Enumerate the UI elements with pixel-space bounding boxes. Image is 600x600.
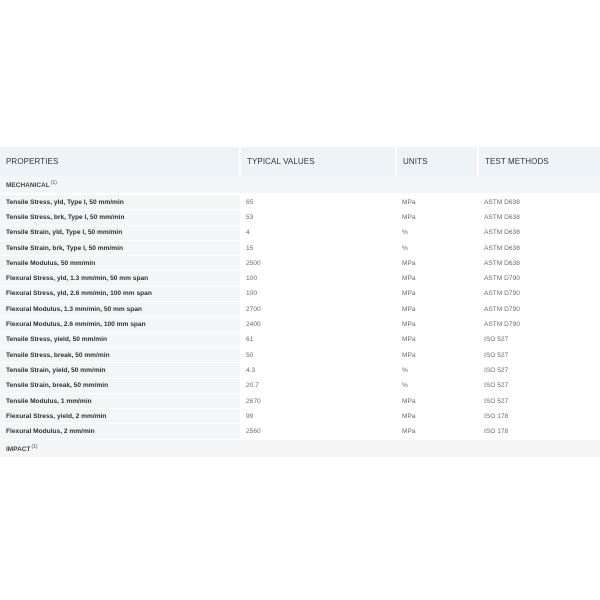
table-row (0, 317, 600, 332)
property-cell: Tensile Strain, yield, 50 mm/min (0, 363, 240, 378)
typical-value-cell: 61 (240, 332, 396, 347)
test-method-cell: ASTM D638 (478, 195, 600, 210)
header-row (0, 147, 600, 176)
table-row (0, 286, 600, 301)
test-method-cell: ASTM D638 (478, 256, 600, 271)
header-typical-values: TYPICAL VALUES (240, 147, 396, 176)
property-cell: Tensile Stress, yld, Type I, 50 mm/min (0, 195, 240, 210)
test-method-cell: ISO 527 (478, 347, 600, 362)
table-header (0, 147, 600, 176)
table-body (0, 176, 600, 457)
table-row (0, 347, 600, 362)
typical-value-cell: 15 (240, 240, 396, 255)
property-cell: Tensile Strain, break, 50 mm/min (0, 378, 240, 393)
typical-value-cell: 2400 (240, 317, 396, 332)
unit-cell: MPa (396, 332, 478, 347)
unit-cell: MPa (396, 409, 478, 424)
test-method-cell: ASTM D790 (478, 317, 600, 332)
property-cell: Tensile Modulus, 50 mm/min (0, 256, 240, 271)
unit-cell: MPa (396, 271, 478, 286)
typical-value-cell: 100 (240, 271, 396, 286)
unit-cell: MPa (396, 347, 478, 362)
unit-cell: MPa (396, 256, 478, 271)
test-method-cell: ISO 527 (478, 393, 600, 408)
test-method-cell: ISO 527 (478, 363, 600, 378)
typical-value-cell: 20.7 (240, 378, 396, 393)
unit-cell: % (396, 240, 478, 255)
section-title: MECHANICAL (6, 182, 50, 189)
test-method-cell: ISO 178 (478, 424, 600, 439)
typical-value-cell: 4 (240, 225, 396, 240)
table-row (0, 240, 600, 255)
test-method-cell: ASTM D638 (478, 240, 600, 255)
typical-value-cell: 2700 (240, 302, 396, 317)
properties-table (0, 147, 600, 457)
table-row (0, 271, 600, 286)
table-row (0, 409, 600, 424)
property-cell: Tensile Stress, break, 50 mm/min (0, 347, 240, 362)
test-method-cell: ISO 527 (478, 378, 600, 393)
table-row (0, 378, 600, 393)
section-footnote: (1) (50, 180, 57, 186)
typical-value-cell: 50 (240, 347, 396, 362)
unit-cell: MPa (396, 317, 478, 332)
section-title-cell (0, 176, 600, 193)
test-method-cell: ASTM D638 (478, 210, 600, 225)
unit-cell: % (396, 225, 478, 240)
typical-value-cell: 53 (240, 210, 396, 225)
table-row (0, 424, 600, 439)
typical-value-cell: 100 (240, 286, 396, 301)
table-row (0, 225, 600, 240)
header-units: UNITS (396, 147, 478, 176)
table-row (0, 393, 600, 408)
table-row (0, 332, 600, 347)
section-row-impact (0, 439, 600, 457)
property-cell: Tensile Modulus, 1 mm/min (0, 393, 240, 408)
property-cell: Flexural Modulus, 1.3 mm/min, 50 mm span (0, 302, 240, 317)
test-method-cell: ASTM D790 (478, 302, 600, 317)
property-cell: Tensile Stress, brk, Type I, 50 mm/min (0, 210, 240, 225)
table-row (0, 302, 600, 317)
typical-value-cell: 2500 (240, 256, 396, 271)
header-test-methods: TEST METHODS (478, 147, 600, 176)
unit-cell: MPa (396, 302, 478, 317)
typical-value-cell: 99 (240, 409, 396, 424)
typical-value-cell: 65 (240, 195, 396, 210)
section-footnote: (1) (31, 443, 38, 450)
unit-cell: MPa (396, 393, 478, 408)
property-cell: Flexural Stress, yield, 2 mm/min (0, 409, 240, 424)
property-cell: Tensile Stress, yield, 50 mm/min (0, 332, 240, 347)
header-properties: PROPERTIES (0, 147, 240, 176)
section-title: IMPACT (6, 445, 31, 453)
unit-cell: % (396, 378, 478, 393)
test-method-cell: ASTM D790 (478, 286, 600, 301)
typical-value-cell: 2670 (240, 393, 396, 408)
property-cell: Tensile Strain, yld, Type I, 50 mm/min (0, 225, 240, 240)
table-row (0, 363, 600, 378)
test-method-cell: ASTM D638 (478, 225, 600, 240)
typical-value-cell: 2560 (240, 424, 396, 439)
property-cell: Tensile Strain, brk, Type I, 50 mm/min (0, 240, 240, 255)
unit-cell: % (396, 363, 478, 378)
section-title-cell (0, 439, 600, 457)
test-method-cell: ISO 178 (478, 409, 600, 424)
table-row (0, 210, 600, 225)
property-cell: Flexural Stress, yld, 1.3 mm/min, 50 mm span (0, 271, 240, 286)
typical-value-cell: 4.3 (240, 363, 396, 378)
unit-cell: MPa (396, 210, 478, 225)
unit-cell: MPa (396, 424, 478, 439)
property-cell: Flexural Modulus, 2 mm/min (0, 424, 240, 439)
table-row (0, 195, 600, 210)
property-cell: Flexural Modulus, 2.6 mm/min, 100 mm span (0, 317, 240, 332)
section-row-mechanical (0, 176, 600, 193)
properties-sheet (0, 147, 600, 457)
test-method-cell: ASTM D790 (478, 271, 600, 286)
test-method-cell: ISO 527 (478, 332, 600, 347)
unit-cell: MPa (396, 195, 478, 210)
unit-cell: MPa (396, 286, 478, 301)
table-row (0, 256, 600, 271)
property-cell: Flexural Stress, yld, 2.6 mm/min, 100 mm span (0, 286, 240, 301)
